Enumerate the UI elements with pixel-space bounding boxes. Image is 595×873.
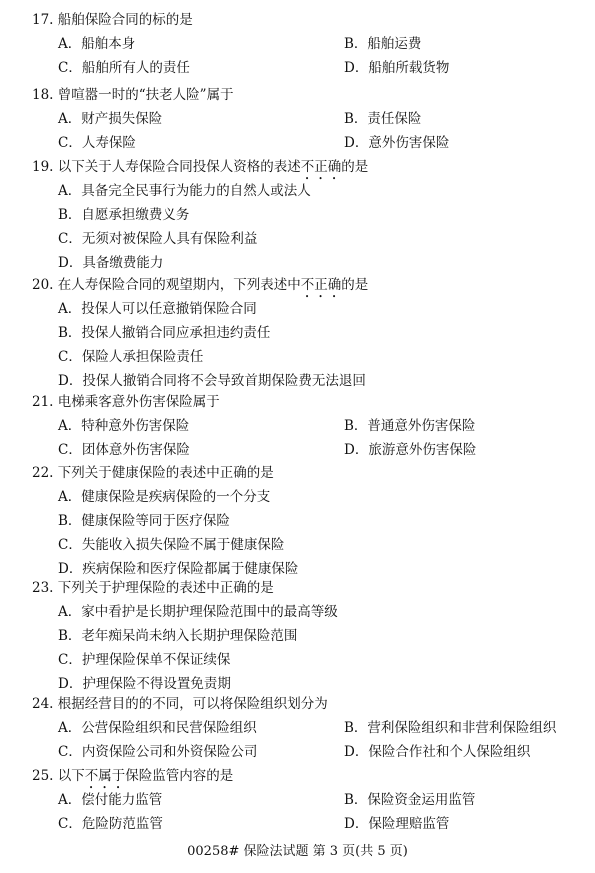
question-stem	[32, 8, 193, 28]
option-a: A．特种意外伤害保险	[58, 418, 190, 434]
question-text: 以下关于人寿保险合同投保人资格的表述	[57, 159, 301, 175]
option-c: C．内资保险公司和外资保险公司	[58, 744, 258, 760]
option-c: C．失能收入损失保险不属于健康保险	[58, 537, 285, 553]
question-number: 20.	[32, 277, 54, 293]
option-a: A．健康保险是疾病保险的一个分支	[58, 489, 271, 505]
question-text-end: 的是	[341, 277, 369, 293]
question-number: 21.	[32, 394, 54, 410]
option-a: A．具备完全民事行为能力的自然人或法人	[58, 183, 311, 199]
option-a: A．家中看护是长期护理保险范围中的最高等级	[58, 604, 338, 620]
option-a: A．偿付能力监管	[58, 792, 163, 808]
option-a: A．财产损失保险	[58, 111, 163, 127]
option-a: A．船舶本身	[58, 36, 136, 52]
option-a: A．投保人可以任意撤销保险合同	[58, 301, 257, 317]
option-c: C．无须对被保险人具有保险利益	[58, 231, 258, 247]
question-text: 船舶保险合同的标的是	[57, 12, 193, 28]
question-number: 17.	[32, 12, 54, 28]
option-b: B．自愿承担缴费义务	[58, 207, 190, 223]
question-text: 在人寿保险合同的观望期内，下列表述中	[57, 277, 301, 293]
option-b: B．投保人撤销合同应承担违约责任	[58, 325, 271, 341]
option-c: C．保险人承担保险责任	[58, 349, 204, 365]
option-b: B．责任保险	[344, 111, 422, 127]
question-text: 根据经营目的的不同，可以将保险组织划分为	[57, 696, 328, 712]
emphasis-text: 不属于	[84, 768, 126, 784]
option-d: D．投保人撤销合同将不会导致首期保险费无法退回	[58, 373, 366, 389]
option-d: D．意外伤害保险	[344, 135, 450, 151]
page-footer: 00258# 保险法试题 第 3 页(共 5 页)	[187, 844, 408, 859]
question-stem	[32, 692, 328, 712]
option-b: B．健康保险等同于医疗保险	[58, 513, 230, 529]
option-c: C．人寿保险	[58, 135, 136, 151]
question-number: 19.	[32, 159, 54, 175]
option-d: D．保险理赔监管	[344, 816, 450, 832]
option-b: B．船舶运费	[344, 36, 422, 52]
option-c: C．船舶所有人的责任	[58, 60, 190, 76]
option-d: D．护理保险不得设置免责期	[58, 676, 231, 692]
question-text: 曾喧嚣一时的“扶老人险”属于	[57, 87, 234, 103]
option-b: B．营利保险组织和非营利保险组织	[344, 720, 557, 736]
option-b: B．老年痴呆尚未纳入长期护理保险范围	[58, 628, 298, 644]
question-number: 18.	[32, 87, 54, 103]
question-text: 下列关于健康保险的表述中正确的是	[57, 465, 274, 481]
option-b: B．普通意外伤害保险	[344, 418, 476, 434]
question-number: 25.	[32, 768, 54, 784]
option-d: D．旅游意外伤害保险	[344, 442, 477, 458]
option-c: C．危险防范监管	[58, 816, 163, 832]
question-stem	[32, 83, 234, 103]
question-stem	[32, 461, 274, 481]
emphasis-text: 不正确	[300, 277, 342, 293]
question-text: 以下	[57, 768, 85, 784]
question-number: 22.	[32, 465, 54, 481]
option-c: C．护理保险保单不保证续保	[58, 652, 231, 668]
question-text: 电梯乘客意外伤害保险属于	[57, 394, 220, 410]
option-b: B．保险资金运用监管	[344, 792, 476, 808]
question-text-end: 的是	[341, 159, 369, 175]
question-stem	[32, 576, 274, 596]
question-text-end: 保险监管内容的是	[125, 768, 234, 784]
option-a: A．公营保险组织和民营保险组织	[58, 720, 257, 736]
question-number: 23.	[32, 580, 54, 596]
question-text: 下列关于护理保险的表述中正确的是	[57, 580, 274, 596]
option-d: D．疾病保险和医疗保险都属于健康保险	[58, 561, 299, 577]
option-d: D．保险合作社和个人保险组织	[344, 744, 531, 760]
option-d: D．船舶所载货物	[344, 60, 450, 76]
option-d: D．具备缴费能力	[58, 255, 164, 271]
question-stem	[32, 390, 220, 410]
question-number: 24.	[32, 696, 54, 712]
emphasis-text: 不正确	[300, 159, 342, 175]
option-c: C．团体意外伤害保险	[58, 442, 190, 458]
